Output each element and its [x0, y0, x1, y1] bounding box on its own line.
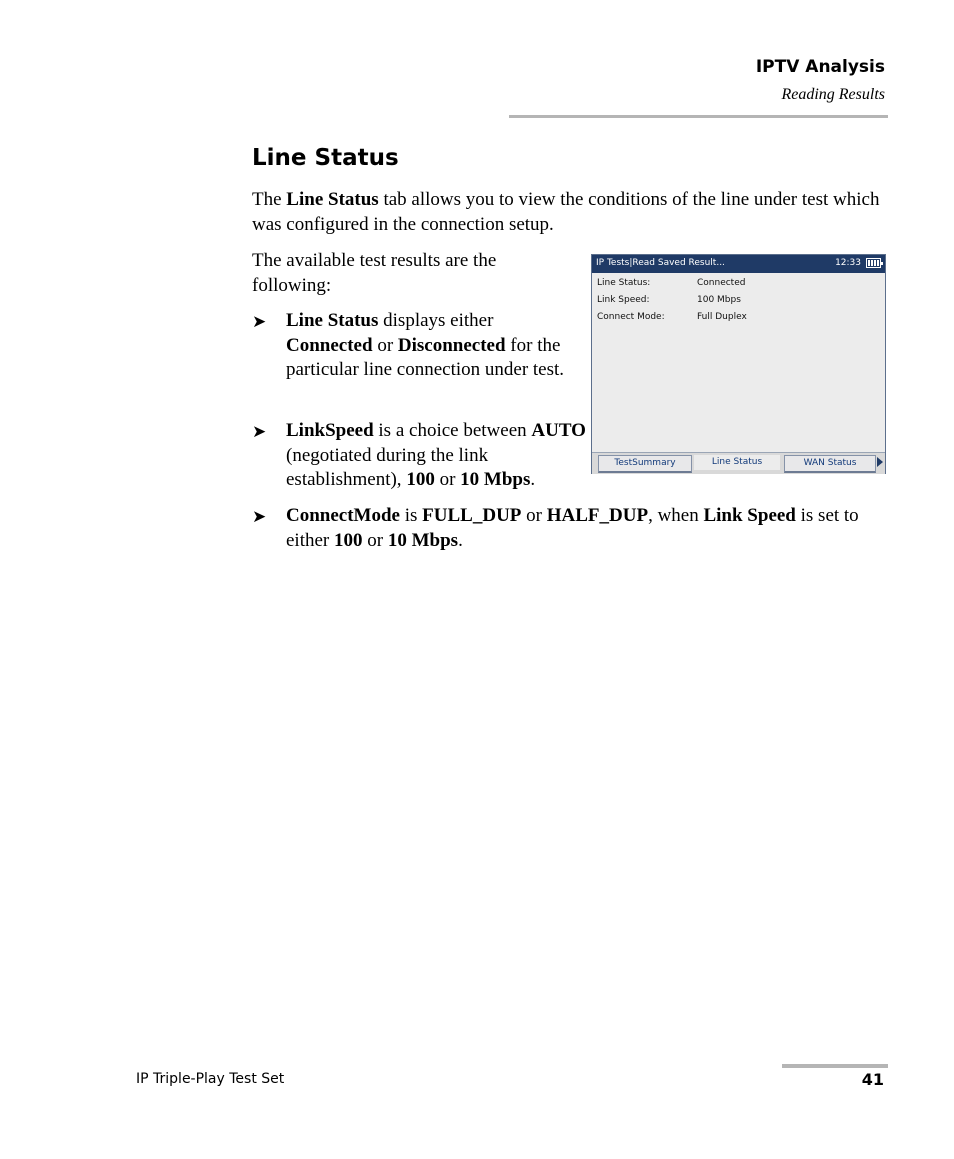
header-rule [509, 115, 888, 118]
available-results-paragraph: The available test results are the following: [252, 250, 497, 296]
result-value: 100 Mbps [697, 295, 741, 305]
tab-scroll-right-icon[interactable] [877, 457, 883, 467]
section-subtitle: Reading Results [781, 86, 885, 103]
tab-test-summary[interactable]: TestSummary [598, 455, 692, 473]
bullet-text [286, 419, 586, 493]
term: Line Status [286, 310, 379, 331]
text: or [434, 469, 461, 490]
tab-wan-status[interactable]: WAN Status [784, 455, 876, 473]
result-row-connect-mode [597, 312, 747, 322]
term: Connected [286, 334, 373, 356]
text: (negotiated during the link establishment), [286, 444, 489, 490]
text: is [399, 505, 423, 526]
footer-product-name: IP Triple-Play Test Set [136, 1071, 285, 1087]
term: FULL_DUP [422, 505, 522, 526]
result-row-link-speed [597, 295, 741, 305]
intro-text: tab allows you to view the conditions of the line under test which was configured in the connection setup. [252, 189, 880, 235]
result-label: Link Speed: [597, 295, 650, 305]
device-titlebar [592, 255, 885, 273]
battery-icon [866, 258, 881, 268]
tab-line-status[interactable]: Line Status [694, 455, 780, 470]
text: or [521, 505, 547, 526]
term: Disconnected [397, 334, 506, 356]
text: . [530, 469, 536, 490]
result-row-line-status [597, 278, 746, 288]
device-window-title: IP Tests|Read Saved Result... [596, 258, 725, 268]
footer-rule [782, 1064, 888, 1068]
term: AUTO [531, 420, 586, 441]
result-value: Full Duplex [697, 312, 747, 322]
result-label: Line Status: [597, 278, 651, 288]
term: 10 Mbps [387, 529, 459, 551]
text: or [362, 529, 388, 551]
bullet-arrow-icon: ➤ [252, 422, 267, 442]
text: is a choice between [373, 420, 532, 441]
text: , when [648, 505, 704, 526]
bullet-arrow-icon: ➤ [252, 507, 267, 527]
device-clock: 12:33 [835, 258, 861, 268]
page-number: 41 [861, 1070, 884, 1089]
chapter-title: IPTV Analysis [755, 57, 885, 77]
term: LinkSpeed [286, 420, 374, 441]
text: . [458, 529, 463, 551]
term: ConnectMode [286, 505, 400, 526]
bullet-text [286, 504, 896, 553]
bullet-arrow-icon: ➤ [252, 312, 267, 332]
term: HALF_DUP [546, 505, 649, 526]
device-tab-bar [592, 452, 885, 474]
device-screenshot [591, 254, 886, 474]
term: 100 [406, 469, 435, 490]
result-label: Connect Mode: [597, 312, 665, 322]
term: Link Speed [703, 505, 796, 526]
text: or [372, 334, 398, 356]
term: 10 Mbps [460, 469, 531, 490]
intro-emphasis: Line Status [286, 189, 379, 210]
intro-text: The [252, 189, 287, 210]
text: is set to either [286, 505, 859, 551]
text: displays either [378, 310, 494, 331]
intro-paragraph [252, 188, 892, 237]
text: for the particular line connection under test. [286, 334, 565, 380]
result-value: Connected [697, 278, 746, 288]
term: 100 [334, 529, 363, 551]
section-heading: Line Status [252, 145, 399, 171]
bullet-text [286, 309, 576, 383]
